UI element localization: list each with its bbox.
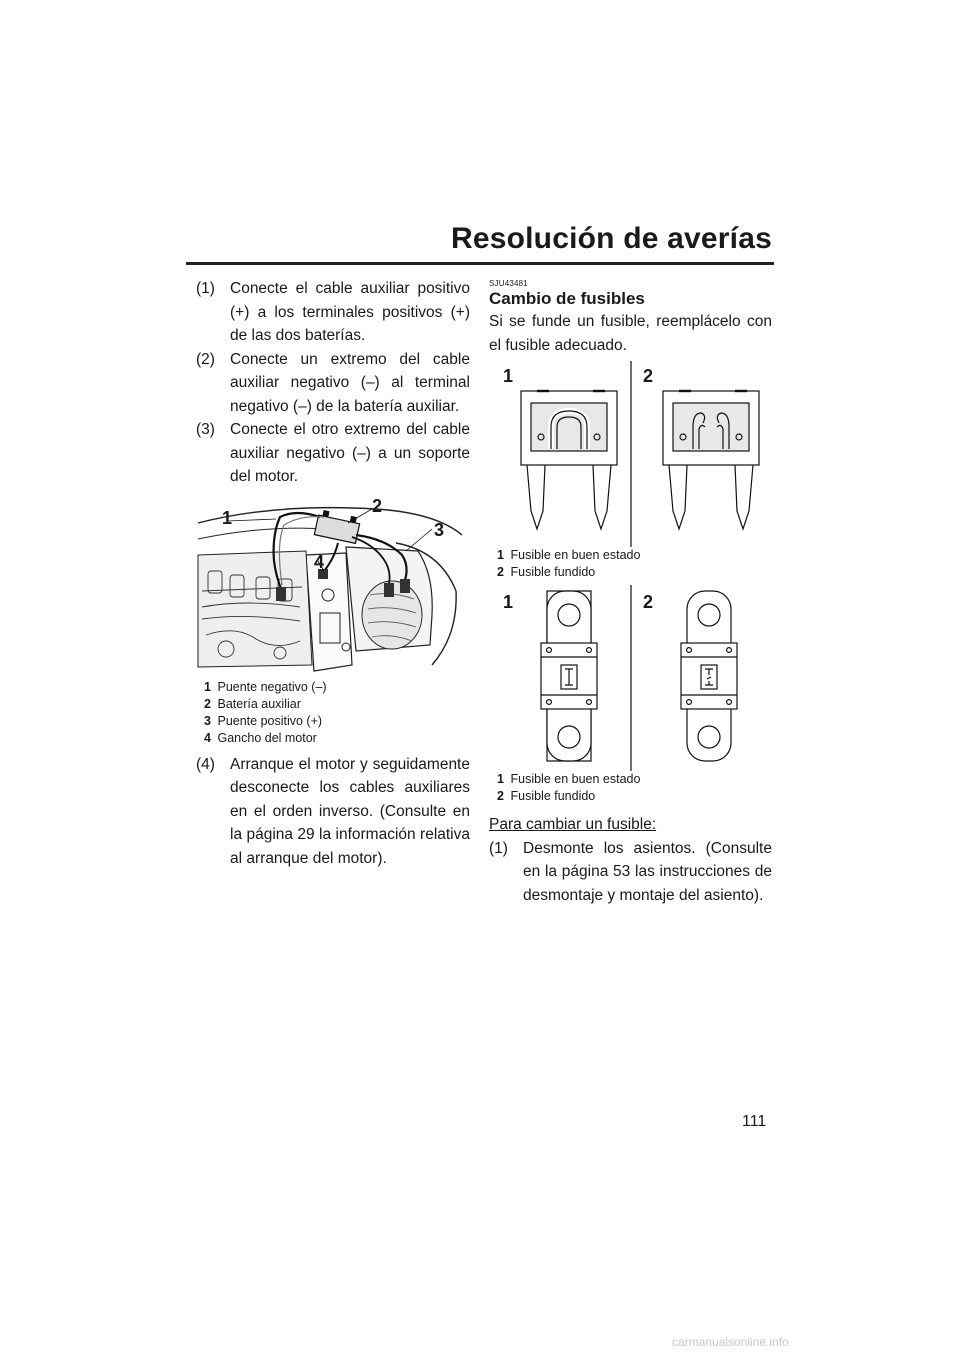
right-column [489, 277, 772, 907]
bolt-fuse-figure [489, 585, 769, 771]
caption-item: 4 Gancho del motor [204, 730, 317, 745]
step-2 [196, 348, 470, 419]
procedure-subheading: Para cambiar un fusible: [489, 816, 657, 833]
step-3 [196, 418, 470, 489]
bolt-fuse-illustration [489, 585, 769, 771]
caption-item: 3 Puente positivo (+) [204, 713, 323, 728]
left-column [196, 277, 470, 870]
callout-1: 1 [222, 507, 233, 528]
figure-caption [497, 771, 772, 805]
step-text: Arranque el motor y seguidamente desconecte los cables auxiliares en el orden inverso. (Consulte en la página 29 la información relativa al arranque del motor). [230, 755, 470, 867]
caption-item: 1 Puente negativo (–) [204, 679, 327, 694]
page-number: 111 [742, 1113, 767, 1130]
intro-paragraph: Si se funde un fusible, reemplácelo con el fusible adecuado. [489, 313, 772, 354]
watermark: carmanualsonline.info [672, 1335, 789, 1349]
engine-bay-illustration [196, 495, 466, 673]
jump-start-figure [196, 495, 466, 673]
step-number: (1) [489, 839, 508, 857]
reference-code: SJU43481 [489, 279, 528, 288]
step-text: Conecte el cable auxiliar positivo (+) a los terminales positivos (+) de las dos baterías. [230, 280, 470, 344]
step-number: (4) [196, 755, 215, 773]
callout-1: 1 [503, 366, 514, 386]
caption-item: 2 Fusible fundido [497, 789, 596, 803]
callout-2: 2 [643, 592, 654, 612]
step-1 [196, 277, 470, 348]
callout-3: 3 [434, 519, 445, 540]
step-number: (3) [196, 421, 215, 438]
figure-caption [497, 547, 772, 581]
blade-fuse-illustration [489, 361, 769, 547]
page-title: Resolución de averías [450, 222, 772, 255]
step-number: (1) [196, 280, 215, 297]
step-4 [196, 753, 470, 871]
fuse-step-1 [489, 837, 772, 908]
header-rule [186, 262, 774, 265]
caption-item: 2 Batería auxiliar [204, 696, 301, 711]
step-number: (2) [196, 350, 215, 368]
callout-1: 1 [503, 592, 514, 612]
step-text: Conecte un extremo del cable auxiliar negativo (–) al terminal negativo (–) de la batería auxiliar. [230, 350, 470, 415]
callout-2: 2 [372, 495, 383, 516]
callout-2: 2 [643, 366, 654, 386]
blade-fuse-figure [489, 361, 769, 547]
caption-item: 1 Fusible en buen estado [497, 548, 641, 562]
figure-caption [204, 679, 470, 747]
section-heading: Cambio de fusibles [489, 289, 645, 308]
step-text: Desmonte los asientos. (Consulte en la página 53 las instrucciones de desmontaje y montaje del asiento). [523, 839, 772, 904]
step-text: Conecte el otro extremo del cable auxiliar negativo (–) a un soporte del motor. [230, 421, 470, 485]
callout-4: 4 [314, 551, 325, 572]
caption-item: 2 Fusible fundido [497, 565, 596, 579]
caption-item: 1 Fusible en buen estado [497, 772, 641, 786]
